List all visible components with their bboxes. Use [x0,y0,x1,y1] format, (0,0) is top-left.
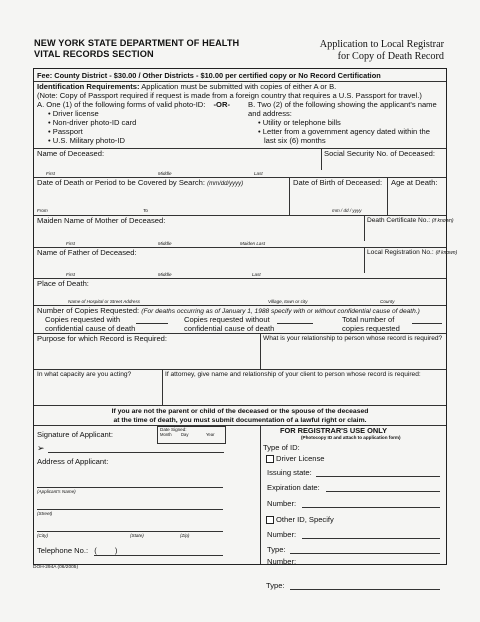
first-caption: First [46,171,55,176]
option-b-title [248,100,437,118]
maiden-last-caption: Maiden Last [240,241,266,246]
street-input[interactable] [37,509,223,510]
copies-requested-text: Number of Copies Requested: [37,306,140,315]
county-caption: County [380,299,395,304]
form-title-line-1: Application to Local Registrar [319,39,444,50]
application-form [33,68,458,566]
address-label: Address of Applicant: [37,457,109,466]
other-id-label: Other ID, Specify [276,515,334,524]
bottom-type-input[interactable] [290,589,440,590]
applicant-name-input[interactable] [37,487,223,488]
other-number-label: Number: [267,530,297,539]
signature-input[interactable] [48,452,224,453]
first-caption: First [66,272,75,277]
copies-with-line-1: Copies requested with [45,315,121,324]
option-a-title [37,100,230,109]
date-format-hint: (mm/dd/yyyy) [207,181,244,187]
issuing-state-input[interactable] [316,476,440,477]
fee-line: Fee: County District - $30.00 / Other Districts - $10.00 per certified copy or No Record Certification [37,71,381,80]
other-type-input[interactable] [290,553,440,554]
date-of-death-text: Date of Death or Period to be Covered by Search: [37,178,206,187]
dl-number-label: Number: [267,499,297,508]
driver-license-checkbox[interactable] [266,455,274,463]
signature-arrow-icon: ➢ [37,443,45,453]
option-b-list [258,118,430,145]
mother-maiden-name-label: Maiden Name of Mother of Deceased: [37,216,166,225]
option-a-item: • Driver license [48,109,99,118]
if-known-hint: (if known) [435,250,458,256]
local-registration-label [367,249,457,257]
middle-caption: Middle [158,241,172,246]
expiration-input[interactable] [326,491,440,492]
dob-label: Date of Birth of Deceased: [293,178,383,187]
area-code-close: ) [114,546,118,555]
option-a-item: • U.S. Military photo-ID [48,136,125,145]
driver-license-label: Driver License [276,454,325,463]
ssn-label: Social Security No. of Deceased: [324,149,436,158]
day-caption: Day [181,432,189,437]
department-line-1: NEW YORK STATE DEPARTMENT OF HEALTH [34,38,240,48]
form-number: DOH-294A (06/2005) [33,565,79,570]
place-of-death-label: Place of Death: [37,279,89,288]
registrar-subtitle: (Photocopy ID and attach to application form) [301,435,401,440]
form-title [320,39,444,63]
year-caption: Year [206,432,215,437]
first-caption: First [66,241,75,246]
zip-caption: (Zip) [180,533,190,538]
option-a-item: • Passport [48,127,83,136]
option-b-item: last six (6) months [264,136,326,145]
copies-without-line-2: confidential cause of death [184,324,275,333]
telephone-input[interactable] [94,555,223,556]
lawful-right-notice [34,407,446,425]
expiration-label: Expiration date: [267,483,320,492]
to-caption: To [143,208,148,213]
registrar-title: FOR REGISTRAR'S USE ONLY [280,426,388,435]
option-b-item: • Letter from a government agency dated within the [258,127,430,136]
date-of-death-label [37,178,243,189]
city-caption: (City) [37,533,48,538]
form-title-line-2: for Copy of Death Record [337,51,444,62]
other-number-input[interactable] [302,538,440,539]
other-type-label: Type: [267,545,286,554]
telephone-label [37,546,117,555]
copies-total-label [342,315,400,333]
month-caption: Month [160,432,172,437]
other-id-checkbox[interactable] [266,516,274,524]
date-signed-caption: Date Signed: [160,427,187,432]
copies-with-input[interactable] [136,323,168,324]
date-signed-box[interactable] [157,426,226,444]
option-a-list [48,109,136,145]
middle-caption: Middle [158,171,172,176]
hospital-caption: Name of Hospital or Street Address [68,299,141,304]
notice-line-2: at the time of death, you must submit documentation of a lawful right or claim. [113,417,367,424]
middle-caption: Middle [158,272,172,277]
local-registration-text: Local Registration No.: [367,249,434,256]
id-requirements [37,82,336,91]
option-b-title-line-1: B. Two (2) of the following showing the applicant's name [248,100,437,109]
option-b-title-line-2: and address: [248,109,292,118]
signature-label: Signature of Applicant: [37,430,113,439]
copies-without-line-1: Copies requested without [184,315,270,324]
copies-without-label [184,315,274,333]
capacity-label: In what capacity are you acting? [37,371,132,378]
department-line-2: VITAL RECORDS SECTION [34,49,154,59]
bottom-type-label: Type: [266,581,285,590]
state-caption: (State) [130,533,144,538]
notice-line-1: If you are not the parent or child of the deceased or the spouse of the deceased [111,408,369,415]
copies-total-line-1: Total number of [342,315,395,324]
area-code-open: ( [94,546,97,555]
copies-without-input[interactable] [277,323,313,324]
option-a-title-text: A. One (1) of the following forms of valid photo-ID: [37,100,206,109]
applicant-name-caption: (Applicant's Name) [37,489,76,494]
option-b-item: • Utility or telephone bills [258,118,341,127]
village-caption: Village, town or city [268,299,308,304]
telephone-text: Telephone No.: [37,546,89,555]
city-state-zip-input[interactable] [37,531,223,532]
relationship-label: What is your relationship to person whose record is required? [263,335,443,342]
age-at-death-label: Age at Death: [391,178,438,187]
or-label: -OR- [213,100,230,109]
purpose-label: Purpose for which Record is Required: [37,334,167,343]
option-a-item: • Non-driver photo-ID card [48,118,137,127]
if-known-hint: (if known) [431,218,454,224]
last-caption: Last [252,272,261,277]
copies-total-line-2: copies requested [342,324,400,333]
last-caption: Last [254,171,263,176]
dl-number-input[interactable] [302,507,440,508]
father-name-label: Name of Father of Deceased: [37,248,137,257]
death-certificate-label [367,217,454,225]
death-certificate-text: Death Certificate No.: [367,217,431,224]
copies-total-input[interactable] [412,323,442,324]
name-of-deceased-label: Name of Deceased: [37,149,105,158]
department-heading [34,38,239,60]
passport-note: (Note: Copy of Passport required if request is made from a foreign country that requires a U.S. Passport for travel.) [37,91,422,100]
copies-with-line-2: confidential cause of death [45,324,136,333]
copies-note: (For deaths occurring as of January 1, 1988 specify with or without confidential cause of death.) [141,308,420,315]
street-caption: (Street) [37,511,53,516]
from-caption: From [37,208,48,213]
issuing-state-label: Issuing state: [267,468,312,477]
type-of-id-label: Type of ID: [263,443,300,452]
attorney-label: If attorney, give name and relationship of your client to person whose record is required: [165,371,421,378]
copies-with-label [45,315,135,333]
id-requirements-text: Application must be submitted with copies of either A or B. [141,82,337,91]
dob-format-caption: mm / dd / yyyy [332,208,362,213]
id-requirements-label: Identification Requirements: [37,82,140,91]
other-number-label-2: Number: [267,557,297,566]
